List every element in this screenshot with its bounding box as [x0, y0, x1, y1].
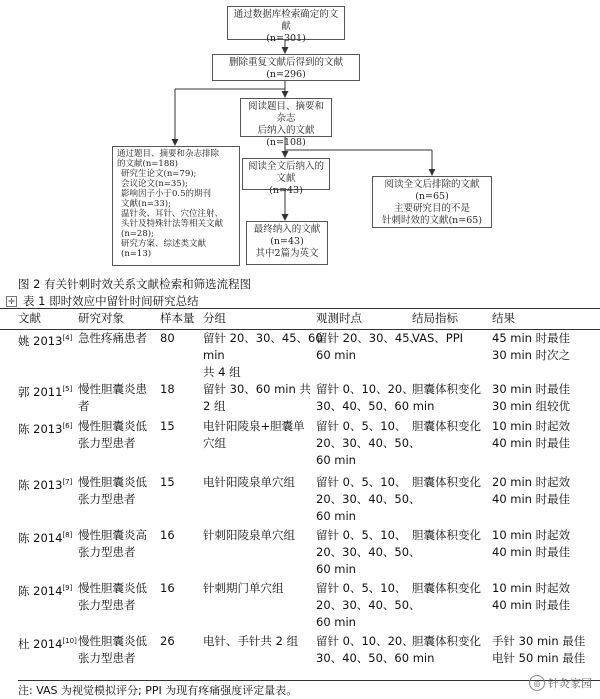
- flow-text: 的文献(n=188): [117, 159, 178, 169]
- cell-result: 40 min 时最佳: [492, 436, 571, 450]
- flow-text: (n=28);: [121, 229, 154, 239]
- cell-time: 30、40、50、60 min: [316, 651, 435, 665]
- cell-outcome: 胆囊体积变化: [412, 528, 481, 542]
- cell-subject: 慢性胆囊炎低: [78, 634, 147, 648]
- flow-text: 研究生论文(n=79);: [121, 169, 197, 179]
- cell-group: 电针阳陵泉单穴组: [203, 475, 295, 489]
- cell-group: min: [203, 348, 225, 362]
- cell-group: 穴组: [203, 436, 226, 450]
- cell-time: 60 min: [316, 348, 356, 362]
- cell-ref-citation: [4]: [62, 334, 73, 342]
- cell-subject: 者: [78, 399, 90, 413]
- flow-text: 阅读全文后纳入的文献: [247, 161, 324, 184]
- cell-outcome: 胆囊体积变化: [412, 382, 481, 396]
- cell-result: 40 min 时最佳: [492, 545, 571, 559]
- cell-time: 20、30、40、50、: [316, 436, 421, 450]
- cell-ref-text: 陈 2013: [18, 477, 63, 492]
- summary-table: [0, 308, 600, 678]
- cell-time: 留针 0、5、10、: [316, 419, 407, 433]
- cell-ref-citation: [10]: [62, 637, 77, 645]
- cell-n: 80: [160, 331, 175, 345]
- cell-ref-text: 陈 2013: [18, 421, 63, 436]
- cell-group: 针刺期门单穴组: [203, 581, 284, 595]
- header-time: 观测时点: [316, 311, 362, 325]
- flow-text: (n=43): [270, 236, 304, 247]
- cell-group: 留针 30、60 min 共: [203, 382, 311, 396]
- cell-ref-text: 郭 2011: [18, 384, 63, 399]
- cell-time: 20、30、40、50、: [316, 545, 421, 559]
- cell-result: 手针 30 min 最佳: [492, 634, 586, 648]
- flow-box-excluded-abstract: [112, 146, 240, 266]
- flow-text: 通过题目、摘要和杂志排除: [117, 149, 220, 159]
- cell-subject: 张力型患者: [78, 545, 136, 559]
- cell-ref-citation: [7]: [62, 478, 73, 486]
- cell-subject: 急性疼痛患者: [78, 331, 147, 345]
- cell-outcome: 胆囊体积变化: [412, 419, 481, 433]
- cell-time: 20、30、40、50、: [316, 492, 421, 506]
- cell-n: 16: [160, 581, 175, 595]
- cell-result: 45 min 时最佳: [492, 331, 571, 345]
- cell-subject: 慢性胆囊炎低: [78, 475, 147, 489]
- cell-subject: 慢性胆囊炎患: [78, 382, 147, 396]
- flow-text: 删除重复文献后得到的文献: [228, 57, 343, 68]
- cell-ref-text: 杜 2014: [18, 636, 63, 651]
- cell-group: 共 4 组: [203, 365, 241, 379]
- cell-result: 10 min 时起效: [492, 581, 571, 595]
- cell-time: 留针 0、5、10、: [316, 528, 407, 542]
- table-header: [0, 308, 600, 330]
- cell-ref-text: 姚 2013: [18, 333, 63, 348]
- cell-time: 留针 0、5、10、: [316, 475, 407, 489]
- flow-text: (n=65): [415, 191, 449, 202]
- cell-result: 30 min 时最佳: [492, 382, 571, 396]
- cell-time: 60 min: [316, 509, 356, 523]
- header-outcome: 结局指标: [412, 311, 458, 325]
- flow-box-excluded-fulltext: [372, 176, 492, 228]
- flow-text: 后纳入的文献: [257, 125, 315, 136]
- cell-outcome: VAS、PPI: [412, 331, 464, 345]
- cell-group: 留针 20、30、45、60: [203, 331, 323, 345]
- flow-text: 文献(n=33);: [121, 199, 171, 209]
- cell-time: 留针 0、5、10、: [316, 581, 407, 595]
- cell-group: 2 组: [203, 399, 226, 413]
- cell-ref-citation: [9]: [62, 584, 73, 592]
- header-sample: 样本量: [160, 311, 195, 325]
- flow-text: 头针及特殊针法等相关文献: [121, 219, 224, 229]
- cell-time: 60 min: [316, 562, 356, 576]
- cell-time: 20、30、40、50、: [316, 598, 421, 612]
- header-subject: 研究对象: [78, 311, 124, 325]
- cell-result: 40 min 时最佳: [492, 492, 571, 506]
- watermark-text: 针灸家园: [548, 677, 592, 690]
- cell-subject: 张力型患者: [78, 598, 136, 612]
- cell-time: 60 min: [316, 453, 356, 467]
- cell-result: 电针 50 min 最佳: [492, 651, 586, 665]
- flow-text: (n=108): [266, 137, 306, 148]
- flow-text: 主要研究目的不是: [393, 203, 470, 214]
- cell-n: 18: [160, 382, 175, 396]
- cell-ref: [18, 330, 72, 350]
- cell-subject: 张力型患者: [78, 492, 136, 506]
- flow-text: 阅读全文后排除的文献: [384, 179, 480, 190]
- cell-outcome: 胆囊体积变化: [412, 581, 481, 595]
- cell-subject: 慢性胆囊炎高: [78, 528, 147, 542]
- cell-n: 15: [160, 419, 175, 433]
- header-group: 分组: [203, 311, 226, 325]
- header-ref: 文献: [18, 311, 41, 325]
- flow-text: 其中2篇为英文: [255, 248, 319, 259]
- table-note: 注: VAS 为视觉模拟评分; PPI 为现有疼痛强度评定量表。: [18, 680, 600, 698]
- cell-subject: 张力型患者: [78, 651, 136, 665]
- cell-ref: [18, 633, 77, 653]
- wechat-icon: ◎: [529, 675, 545, 691]
- cell-ref-citation: [5]: [62, 385, 73, 393]
- cell-group: 电针、手针共 2 组: [203, 634, 299, 648]
- cell-n: 26: [160, 634, 175, 648]
- cell-time: 留针 0、10、20、: [316, 634, 414, 648]
- figure-caption: 图 2 有关针刺时效关系文献检索和筛选流程图: [18, 277, 252, 291]
- cell-ref-text: 陈 2014: [18, 530, 63, 545]
- table-caption: 表 1 即时效应中留针时间研究总结: [23, 294, 199, 308]
- cell-ref-text: 陈 2014: [18, 583, 63, 598]
- flow-text: 研究方案、综述类文献: [121, 239, 207, 249]
- watermark: [529, 675, 592, 691]
- cell-group: 针刺阳陵泉单穴组: [203, 528, 295, 542]
- table-move-handle-icon[interactable]: ✛: [6, 296, 17, 307]
- cell-ref-citation: [8]: [62, 531, 73, 539]
- flow-box-fulltext: [242, 158, 330, 196]
- cell-result: 40 min 时最佳: [492, 598, 571, 612]
- cell-group: 电针阳陵泉+胆囊单: [203, 419, 305, 433]
- cell-result: 10 min 时起效: [492, 419, 571, 433]
- cell-result: 30 min 时次之: [492, 348, 571, 362]
- cell-time: 30、40、50、60 min: [316, 399, 435, 413]
- flow-text: 最终纳入的文献: [253, 224, 321, 235]
- cell-result: 20 min 时起效: [492, 475, 571, 489]
- flow-text: (n=301): [266, 33, 306, 44]
- flow-text: (n=43): [269, 185, 303, 196]
- cell-subject: 张力型患者: [78, 436, 136, 450]
- flow-text: 温针灸、耳针、穴位注射、: [121, 209, 224, 219]
- flow-text: 影响因子小于0.5的期刊: [121, 189, 212, 199]
- flow-text: (n=13): [121, 249, 152, 259]
- cell-ref-citation: [6]: [62, 422, 73, 430]
- cell-time: 留针 0、10、20、: [316, 382, 414, 396]
- cell-n: 15: [160, 475, 175, 489]
- cell-ref: [18, 580, 72, 600]
- cell-subject: 慢性胆囊炎低: [78, 581, 147, 595]
- cell-outcome: 胆囊体积变化: [412, 634, 481, 648]
- cell-subject: 慢性胆囊炎低: [78, 419, 147, 433]
- table-caption-row: [6, 293, 199, 309]
- cell-time: 留针 20、30、45、: [316, 331, 422, 345]
- flow-text: (n=296): [266, 69, 306, 80]
- flow-box-included: [246, 221, 328, 265]
- flow-text: 会议论文(n=35);: [121, 179, 188, 189]
- cell-ref: [18, 474, 72, 494]
- cell-time: 60 min: [316, 615, 356, 629]
- flow-box-identified: [227, 6, 345, 44]
- flow-text: 阅读题目、摘要和杂志: [247, 101, 324, 124]
- cell-result: 30 min 组较优: [492, 399, 571, 413]
- cell-outcome: 胆囊体积变化: [412, 475, 481, 489]
- cell-ref: [18, 418, 72, 438]
- cell-result: 10 min 时起效: [492, 528, 571, 542]
- flow-chart: [0, 0, 600, 270]
- flow-box-deduplicated: [212, 54, 360, 81]
- flow-text: 针刺时效的文献(n=65): [381, 215, 483, 226]
- cell-n: 16: [160, 528, 175, 542]
- cell-ref: [18, 381, 72, 401]
- flow-box-screened: [240, 98, 332, 148]
- cell-ref: [18, 527, 72, 547]
- header-result: 结果: [492, 311, 515, 325]
- flow-text: 通过数据库检索确定的文献: [233, 9, 339, 32]
